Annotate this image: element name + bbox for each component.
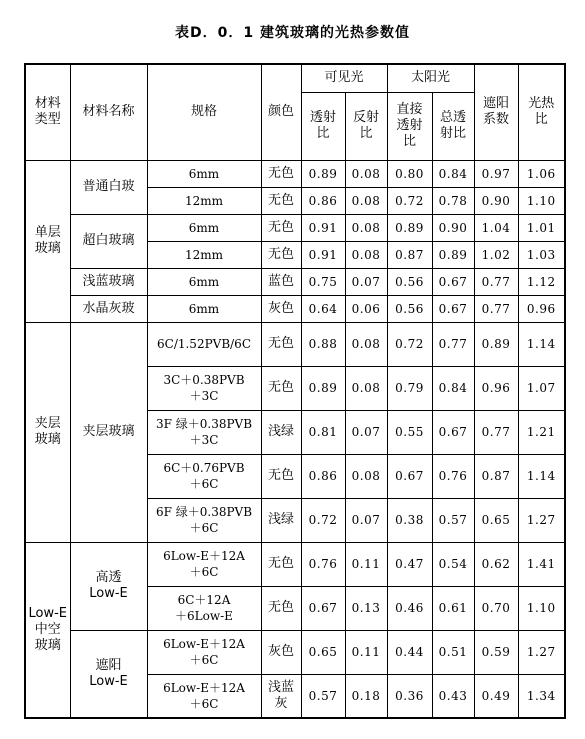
shading-cell: 0.96 (474, 366, 518, 410)
vis-refl-cell: 0.08 (345, 366, 387, 410)
shading-cell: 0.65 (474, 498, 518, 542)
header-material-name: 材料名称 (70, 64, 147, 160)
header-light-heat-ratio: 光热 比 (518, 64, 565, 160)
vis-trans-cell: 0.89 (301, 366, 345, 410)
solar-direct-cell: 0.72 (387, 322, 432, 366)
light-heat-cell: 1.10 (518, 586, 565, 630)
vis-refl-cell: 0.08 (345, 187, 387, 214)
solar-total-cell: 0.84 (432, 160, 474, 187)
color-cell: 无色 (261, 241, 301, 268)
solar-direct-cell: 0.79 (387, 366, 432, 410)
vis-refl-cell: 0.08 (345, 160, 387, 187)
vis-refl-cell: 0.06 (345, 295, 387, 322)
vis-refl-cell: 0.11 (345, 542, 387, 586)
shading-cell: 0.90 (474, 187, 518, 214)
solar-direct-cell: 0.38 (387, 498, 432, 542)
color-cell: 无色 (261, 322, 301, 366)
vis-trans-cell: 0.86 (301, 454, 345, 498)
vis-refl-cell: 0.07 (345, 410, 387, 454)
light-heat-cell: 0.96 (518, 295, 565, 322)
shading-cell: 0.70 (474, 586, 518, 630)
light-heat-cell: 1.14 (518, 454, 565, 498)
shading-cell: 0.59 (474, 630, 518, 674)
vis-trans-cell: 0.81 (301, 410, 345, 454)
solar-total-cell: 0.84 (432, 366, 474, 410)
table-row (25, 160, 565, 187)
vis-trans-cell: 0.88 (301, 322, 345, 366)
vis-trans-cell: 0.91 (301, 241, 345, 268)
vis-refl-cell: 0.07 (345, 498, 387, 542)
shading-cell: 0.49 (474, 674, 518, 718)
color-cell: 无色 (261, 187, 301, 214)
spec-cell: 12mm (147, 187, 261, 214)
vis-trans-cell: 0.89 (301, 160, 345, 187)
solar-direct-cell: 0.55 (387, 410, 432, 454)
vis-trans-cell: 0.86 (301, 187, 345, 214)
vis-trans-cell: 0.64 (301, 295, 345, 322)
color-cell: 无色 (261, 542, 301, 586)
spec-cell: 3C＋0.38PVB ＋3C (147, 366, 261, 410)
vis-trans-cell: 0.76 (301, 542, 345, 586)
material-name-cell: 高透 Low-E (70, 542, 147, 630)
group-type-cell: 夹层 玻璃 (25, 322, 70, 542)
spec-cell: 6C/1.52PVB/6C (147, 322, 261, 366)
spec-cell: 6Low-E＋12A ＋6C (147, 630, 261, 674)
table-row (25, 542, 565, 586)
material-name-cell: 夹层玻璃 (70, 322, 147, 542)
solar-direct-cell: 0.72 (387, 187, 432, 214)
material-name-cell: 水晶灰玻 (70, 295, 147, 322)
shading-cell: 0.77 (474, 295, 518, 322)
solar-direct-cell: 0.67 (387, 454, 432, 498)
table-row (25, 214, 565, 241)
color-cell: 浅绿 (261, 498, 301, 542)
light-heat-cell: 1.14 (518, 322, 565, 366)
solar-direct-cell: 0.36 (387, 674, 432, 718)
solar-total-cell: 0.57 (432, 498, 474, 542)
color-cell: 无色 (261, 214, 301, 241)
solar-direct-cell: 0.44 (387, 630, 432, 674)
group-type-cell: Low-E 中空 玻璃 (25, 542, 70, 718)
vis-refl-cell: 0.18 (345, 674, 387, 718)
color-cell: 无色 (261, 366, 301, 410)
header-solar-direct-transmittance: 直接 透射 比 (387, 92, 432, 160)
vis-refl-cell: 0.08 (345, 454, 387, 498)
spec-cell: 6mm (147, 295, 261, 322)
group-type-cell: 单层 玻璃 (25, 160, 70, 322)
solar-total-cell: 0.61 (432, 586, 474, 630)
vis-trans-cell: 0.75 (301, 268, 345, 295)
solar-total-cell: 0.77 (432, 322, 474, 366)
header-shading-coefficient: 遮阳 系数 (474, 64, 518, 160)
header-spec: 规格 (147, 64, 261, 160)
header-solar-total-transmittance: 总透 射比 (432, 92, 474, 160)
color-cell: 无色 (261, 454, 301, 498)
spec-cell: 6Low-E＋12A ＋6C (147, 542, 261, 586)
solar-direct-cell: 0.89 (387, 214, 432, 241)
light-heat-cell: 1.03 (518, 241, 565, 268)
vis-trans-cell: 0.57 (301, 674, 345, 718)
shading-cell: 0.77 (474, 410, 518, 454)
light-heat-cell: 1.21 (518, 410, 565, 454)
vis-refl-cell: 0.13 (345, 586, 387, 630)
light-heat-cell: 1.27 (518, 498, 565, 542)
solar-direct-cell: 0.80 (387, 160, 432, 187)
solar-direct-cell: 0.87 (387, 241, 432, 268)
solar-total-cell: 0.54 (432, 542, 474, 586)
vis-trans-cell: 0.65 (301, 630, 345, 674)
spec-cell: 12mm (147, 241, 261, 268)
light-heat-cell: 1.12 (518, 268, 565, 295)
spec-cell: 3F 绿＋0.38PVB ＋3C (147, 410, 261, 454)
solar-total-cell: 0.67 (432, 295, 474, 322)
solar-direct-cell: 0.56 (387, 295, 432, 322)
material-name-cell: 浅蓝玻璃 (70, 268, 147, 295)
vis-trans-cell: 0.72 (301, 498, 345, 542)
solar-total-cell: 0.78 (432, 187, 474, 214)
header-visible-reflectance: 反射 比 (345, 92, 387, 160)
table-row (25, 630, 565, 674)
header-material-type: 材料 类型 (25, 64, 70, 160)
shading-cell: 0.77 (474, 268, 518, 295)
solar-direct-cell: 0.46 (387, 586, 432, 630)
vis-refl-cell: 0.07 (345, 268, 387, 295)
vis-refl-cell: 0.08 (345, 241, 387, 268)
vis-refl-cell: 0.08 (345, 322, 387, 366)
shading-cell: 1.04 (474, 214, 518, 241)
color-cell: 灰色 (261, 295, 301, 322)
header-color: 颜色 (261, 64, 301, 160)
vis-refl-cell: 0.11 (345, 630, 387, 674)
solar-direct-cell: 0.56 (387, 268, 432, 295)
light-heat-cell: 1.34 (518, 674, 565, 718)
spec-cell: 6mm (147, 214, 261, 241)
table-row (25, 322, 565, 366)
light-heat-cell: 1.10 (518, 187, 565, 214)
solar-total-cell: 0.90 (432, 214, 474, 241)
shading-cell: 0.97 (474, 160, 518, 187)
header-solar-light: 太阳光 (387, 64, 474, 92)
table-row (25, 295, 565, 322)
spec-cell: 6F 绿＋0.38PVB ＋6C (147, 498, 261, 542)
glass-parameters-table (24, 63, 566, 719)
spec-cell: 6C＋0.76PVB ＋6C (147, 454, 261, 498)
solar-total-cell: 0.43 (432, 674, 474, 718)
color-cell: 无色 (261, 586, 301, 630)
table-title: 表D．0．1 建筑玻璃的光热参数值 (175, 25, 410, 41)
shading-cell: 1.02 (474, 241, 518, 268)
shading-cell: 0.87 (474, 454, 518, 498)
solar-total-cell: 0.67 (432, 268, 474, 295)
vis-trans-cell: 0.91 (301, 214, 345, 241)
material-name-cell: 普通白玻 (70, 160, 147, 214)
light-heat-cell: 1.41 (518, 542, 565, 586)
light-heat-cell: 1.01 (518, 214, 565, 241)
solar-total-cell: 0.89 (432, 241, 474, 268)
spec-cell: 6Low-E＋12A ＋6C (147, 674, 261, 718)
header-visible-transmittance: 透射 比 (301, 92, 345, 160)
light-heat-cell: 1.27 (518, 630, 565, 674)
solar-direct-cell: 0.47 (387, 542, 432, 586)
solar-total-cell: 0.51 (432, 630, 474, 674)
vis-refl-cell: 0.08 (345, 214, 387, 241)
color-cell: 浅蓝 灰 (261, 674, 301, 718)
spec-cell: 6mm (147, 268, 261, 295)
material-name-cell: 遮阳 Low-E (70, 630, 147, 718)
light-heat-cell: 1.07 (518, 366, 565, 410)
header-visible-light: 可见光 (301, 64, 387, 92)
shading-cell: 0.89 (474, 322, 518, 366)
solar-total-cell: 0.67 (432, 410, 474, 454)
color-cell: 浅绿 (261, 410, 301, 454)
spec-cell: 6C＋12A ＋6Low-E (147, 586, 261, 630)
material-name-cell: 超白玻璃 (70, 214, 147, 268)
light-heat-cell: 1.06 (518, 160, 565, 187)
vis-trans-cell: 0.67 (301, 586, 345, 630)
table-row (25, 268, 565, 295)
shading-cell: 0.62 (474, 542, 518, 586)
color-cell: 蓝色 (261, 268, 301, 295)
color-cell: 无色 (261, 160, 301, 187)
spec-cell: 6mm (147, 160, 261, 187)
color-cell: 灰色 (261, 630, 301, 674)
solar-total-cell: 0.76 (432, 454, 474, 498)
